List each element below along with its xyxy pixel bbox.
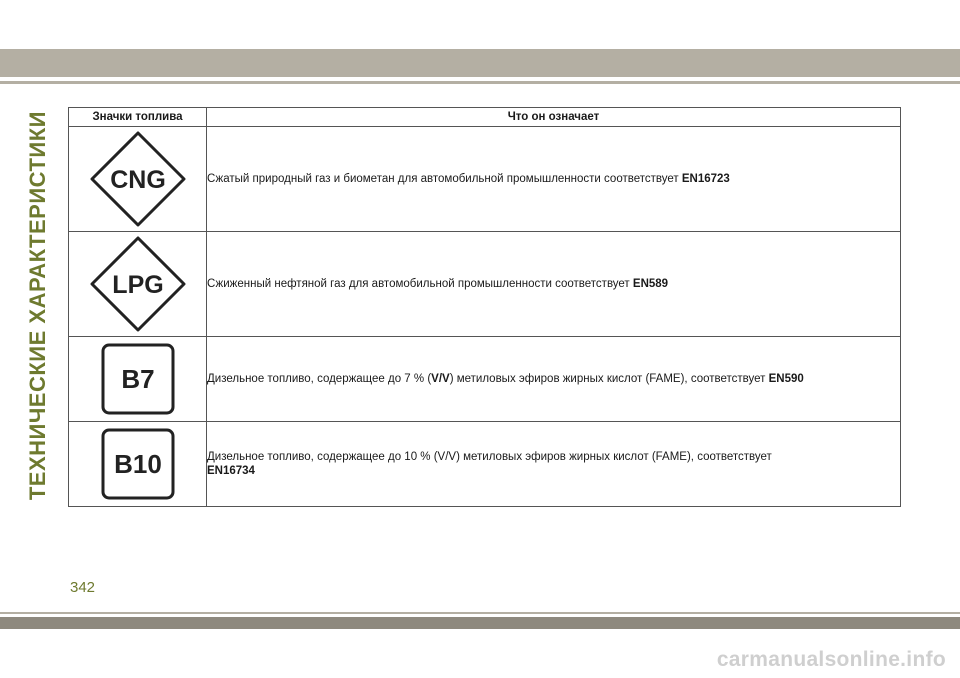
b10-icon-cell: [69, 422, 207, 507]
lpg-diamond-icon: [88, 234, 188, 334]
b7-text-after: ) метиловых эфиров жирных кислот (FAME), соответствует: [449, 373, 769, 385]
bottom-divider: [0, 612, 960, 614]
cng-icon-cell: [69, 127, 207, 232]
cng-icon-label: CNG: [109, 166, 166, 194]
fuel-icons-table: [68, 107, 901, 507]
b7-text-bold: V/V: [431, 373, 450, 385]
lpg-text: Сжиженный нефтяной газ для автомобильной промышленности соответствует: [207, 278, 633, 290]
cng-diamond-icon: [88, 129, 188, 229]
page-number: 342: [70, 579, 96, 596]
lpg-icon-label: LPG: [111, 271, 164, 299]
lpg-description: [207, 232, 901, 337]
b10-standard: EN16734: [207, 465, 255, 477]
b7-description: [207, 337, 901, 422]
table-header-row: [69, 108, 901, 127]
side-title-text: ТЕХНИЧЕСКИЕ ХАРАКТЕРИСТИКИ: [25, 110, 50, 500]
top-divider: [0, 81, 960, 84]
b7-icon-cell: [69, 337, 207, 422]
table-row-b10: [69, 422, 901, 507]
b10-text: Дизельное топливо, содержащее до 10 % (V/V) метиловых эфиров жирных кислот (FAME), соответствует: [207, 451, 772, 463]
table-row-cng: [69, 127, 901, 232]
b7-text-before: Дизельное топливо, содержащее до 7 % (: [207, 373, 432, 385]
b10-icon-label: B10: [113, 449, 162, 479]
cng-text: Сжатый природный газ и биометан для автомобильной промышленности соответствует: [207, 173, 682, 185]
site-watermark: carmanualsonline.info: [716, 648, 946, 671]
b10-square-icon: [100, 427, 176, 501]
lpg-standard: EN589: [632, 278, 669, 290]
b7-icon-label: B7: [120, 364, 155, 394]
b7-standard: EN590: [768, 373, 804, 385]
side-section-title: [20, 100, 56, 500]
header-fuel-icons: Значки топлива: [69, 108, 207, 127]
lpg-icon-cell: [69, 232, 207, 337]
bottom-band: [0, 617, 960, 629]
cng-description: [207, 127, 901, 232]
b7-square-icon: [100, 342, 176, 416]
table-row-lpg: [69, 232, 901, 337]
b10-description: [207, 422, 901, 507]
header-meaning: Что он означает: [207, 108, 901, 127]
cng-standard: EN16723: [681, 173, 730, 185]
top-band: [0, 49, 960, 77]
table-row-b7: [69, 337, 901, 422]
